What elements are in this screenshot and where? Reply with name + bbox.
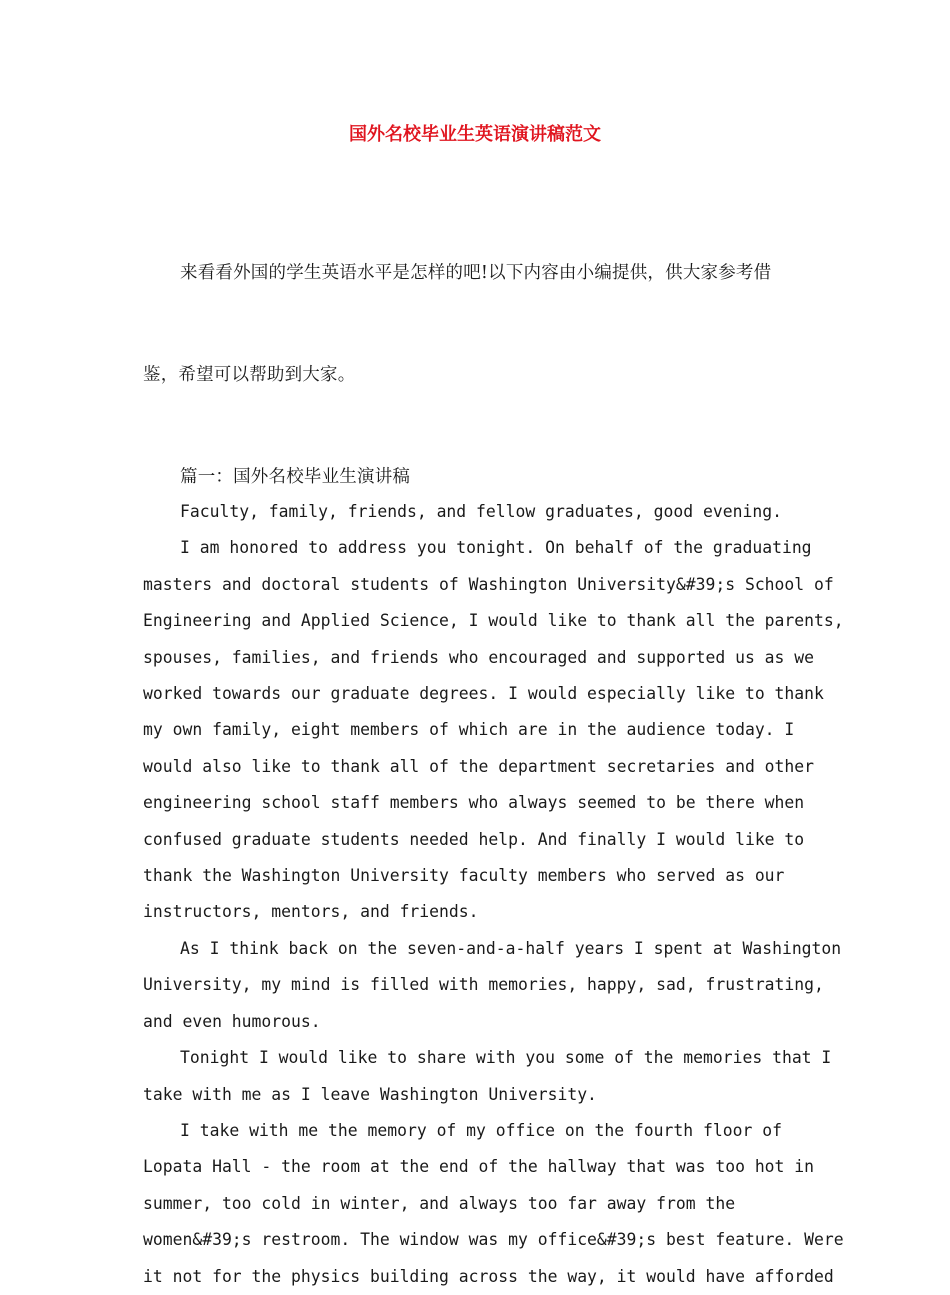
- speech-paragraphs: [143, 494, 844, 1295]
- speech-paragraph: [143, 530, 844, 930]
- speech-line: As I think back on the seven-and-a-half years I spent at Washington: [180, 938, 842, 958]
- speech-line: Lopata Hall - the room at the end of the hallway that was too hot in: [143, 1157, 815, 1177]
- speech-line: masters and doctoral students of Washington University&#39;s School of: [143, 574, 834, 594]
- document-body: [143, 118, 844, 1295]
- speech-line: engineering school staff members who always seemed to be there when: [143, 793, 805, 813]
- speech-line: I take with me the memory of my office on the fourth floor of: [180, 1120, 782, 1140]
- speech-line: spouses, families, and friends who encouraged and supported us as we: [143, 647, 815, 667]
- speech-line: Engineering and Applied Science, I would like to thank all the parents,: [143, 611, 844, 631]
- speech-paragraph: [143, 931, 842, 1040]
- speech-line: worked towards our graduate degrees. I would especially like to thank: [143, 684, 824, 704]
- speech-line: my own family, eight members of which are in the audience today. I: [143, 720, 795, 740]
- speech-line: Tonight I would like to share with you some of the memories that I: [180, 1048, 832, 1068]
- speech-paragraph: [143, 494, 807, 530]
- speech-line: University, my mind is filled with memories, happy, sad, frustrating,: [143, 975, 824, 995]
- speech-line: confused graduate students needed help. And finally I would like to: [143, 829, 805, 849]
- speech-line: it not for the physics building across the way, it would have afforded: [143, 1266, 834, 1286]
- speech-line: I am honored to address you tonight. On behalf of the graduating: [180, 538, 812, 558]
- speech-paragraph: [143, 1113, 844, 1295]
- speech-line: summer, too cold in winter, and always too far away from the: [143, 1193, 736, 1213]
- intro-paragraph: [143, 188, 807, 460]
- speech-paragraph: [143, 1040, 832, 1113]
- speech-line: women&#39;s restroom. The window was my office&#39;s best feature. Were: [143, 1230, 844, 1250]
- speech-line: take with me as I leave Washington University.: [143, 1084, 597, 1104]
- speech-line: Faculty, family, friends, and fellow graduates, good evening.: [180, 502, 782, 521]
- speech-line: and even humorous.: [143, 1011, 321, 1031]
- intro-line: 鉴，希望可以帮助到大家。: [143, 365, 356, 385]
- section-heading: 篇一：国外名校毕业生演讲稿: [180, 467, 411, 487]
- document-title: 国外名校毕业生英语演讲稿范文: [349, 124, 601, 145]
- speech-line: instructors, mentors, and friends.: [143, 902, 479, 922]
- speech-line: thank the Washington University faculty members who served as our: [143, 866, 785, 886]
- speech-line: would also like to thank all of the department secretaries and other: [143, 756, 815, 776]
- intro-line: 来看看外国的学生英语水平是怎样的吧!以下内容由小编提供，供大家参考借: [180, 263, 772, 283]
